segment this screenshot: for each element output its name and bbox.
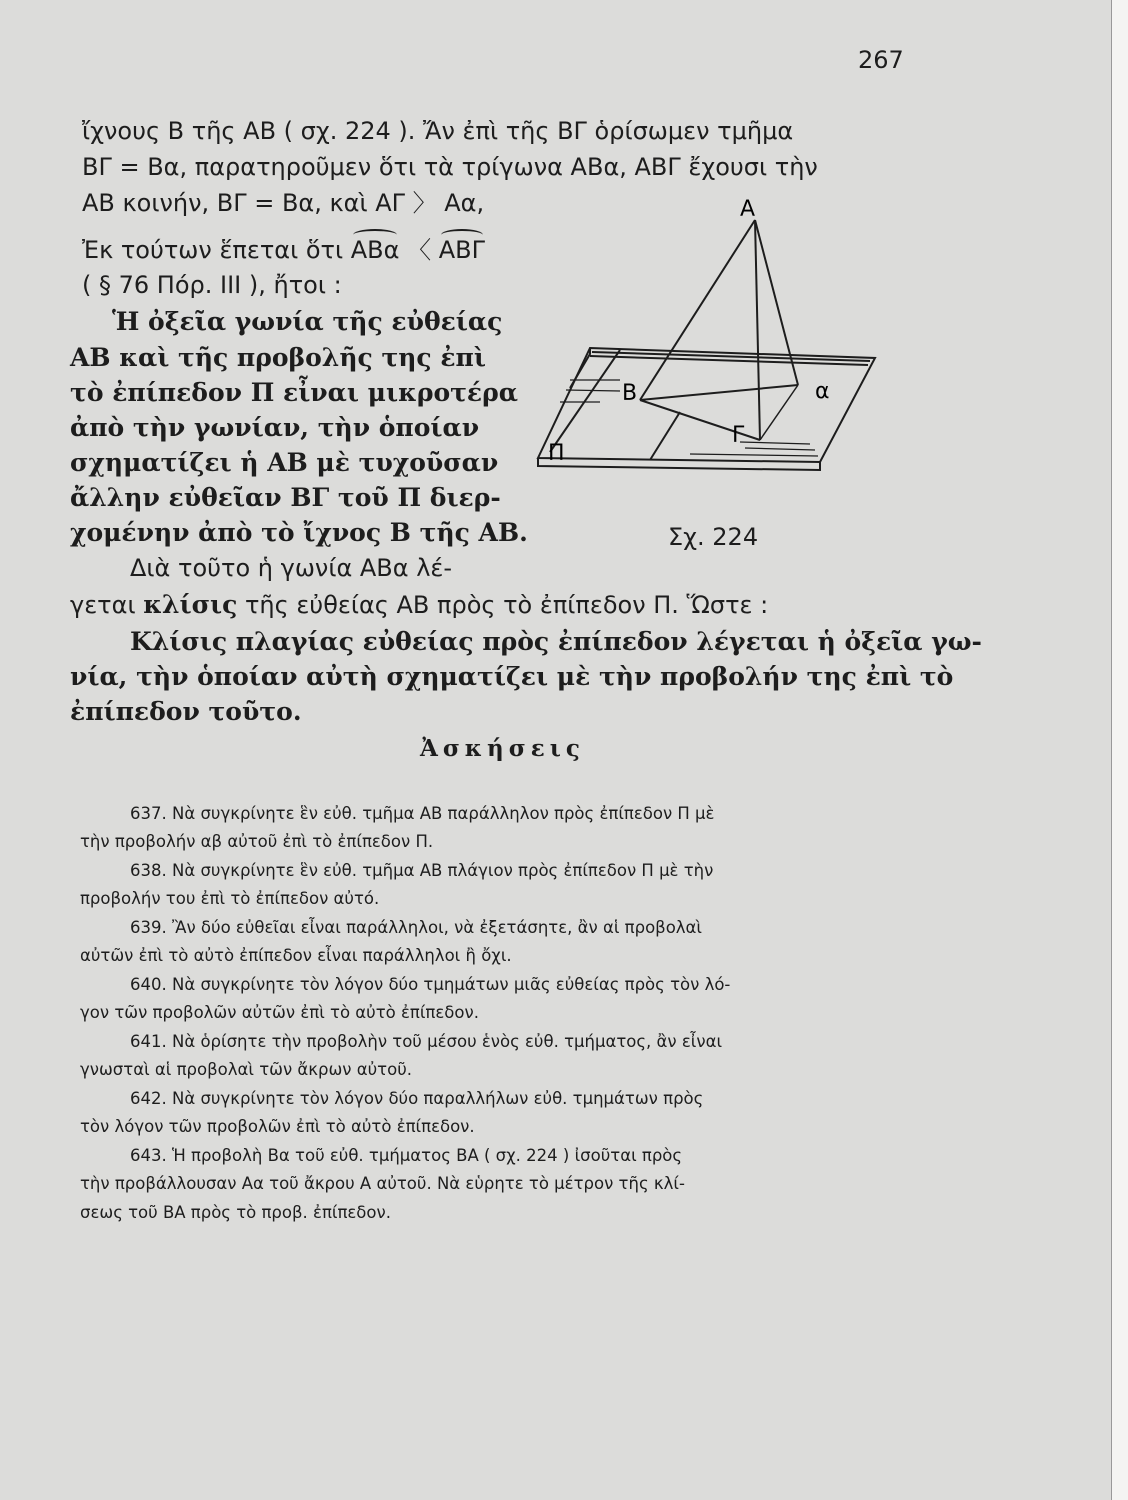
body-line-inclination [70,590,768,620]
exercise-line: αὐτῶν ἐπὶ τὸ αὐτὸ ἐπίπεδον εἶναι παράλληλοι ἢ ὄχι. [80,946,512,965]
exercise-line: σεως τοῦ ΒΑ πρὸς τὸ προβ. ἐπίπεδον. [80,1203,391,1222]
body-line: ἴχνους Β τῆς ΑΒ ( σχ. 224 ). Ἄν ἐπὶ τῆς ΒΓ ὁρίσωμεν τμῆμα [82,117,794,145]
body-line: ΒΓ = Βα, παρατηροῦμεν ὅτι τὰ τρίγωνα ΑΒα, ΑΒΓ ἔχουσι τὴν [82,153,818,181]
label-alpha: α [815,379,830,404]
less-than-sign: 〈 [399,236,439,264]
figure-224 [530,190,910,560]
body-line: Διὰ τοῦτο ἡ γωνία ΑΒα λέ- [130,554,453,582]
line-ab [640,220,755,400]
term-inclination: κλίσις [143,590,238,619]
theorem-line: ἄλλην εὐθεῖαν ΒΓ τοῦ Π διερ- [70,483,501,512]
exercise-line: προβολήν του ἐπὶ τὸ ἐπίπεδον αὐτό. [80,889,380,908]
exercise-line: γνωσταὶ αἱ προβολαὶ τῶν ἄκρων αὐτοῦ. [80,1060,413,1079]
plane-pi [538,348,875,462]
exercise-line: 637. Νὰ συγκρίνητε ἓν εὐθ. τμῆμα ΑΒ παράλληλον πρὸς ἐπίπεδον Π μὲ [130,804,715,823]
body-line-inequality [82,235,485,265]
line-ba [640,385,798,400]
exercise-line: 643. Ἡ προβολὴ Βα τοῦ εὐθ. τμήματος ΒΑ ( σχ. 224 ) ἰσοῦται πρὸς [130,1146,683,1165]
exercise-line: γον τῶν προβολῶν αὐτῶν ἐπὶ τὸ αὐτὸ ἐπίπεδον. [80,1003,479,1022]
exercise-line: τὴν προβάλλουσαν Αα τοῦ ἄκρου Α αὐτοῦ. Νὰ εὑρητε τὸ μέτρον τῆς κλί- [80,1174,685,1193]
body-line: ΑΒ κοινήν, ΒΓ = Βα, καὶ ΑΓ 〉 Αα, [82,189,485,217]
exercise-line: 640. Νὰ συγκρίνητε τὸν λόγον δύο τμημάτων μιᾶς εὐθείας πρὸς τὸν λό- [130,975,731,994]
exercise-line: 639. Ἂν δύο εὐθεῖαι εἶναι παράλληλοι, νὰ ἐξετάσητε, ἂν αἱ προβολαὶ [130,918,703,937]
label-b: Β [622,381,638,406]
body-line: ( § 76 Πόρ. ΙΙΙ ), ἤτοι : [82,271,342,299]
theorem-line: σχηματίζει ἡ ΑΒ μὲ τυχοῦσαν [70,448,499,477]
exercise-line: 642. Νὰ συγκρίνητε τὸν λόγον δύο παραλλήλων εὐθ. τμημάτων πρὸς [130,1089,704,1108]
exercises-heading: Ἀσκήσεις [420,735,585,762]
exercise-line: 641. Νὰ ὁρίσητε τὴν προβολὴν τοῦ μέσου ἑνὸς εὐθ. τμήματος, ἂν εἶναι [130,1032,723,1051]
page-number: 267 [858,46,904,74]
definition-line: Κλίσις πλαγίας εὐθείας πρὸς ἐπίπεδον λέγεται ἡ ὀξεῖα γω- [130,627,982,656]
label-gamma: Γ [732,423,745,448]
exercise-line: τὸν λόγον τῶν προβολῶν ἐπὶ τὸ αὐτὸ ἐπίπεδον. [80,1117,475,1136]
figure-caption: Σχ. 224 [668,523,759,551]
line-ag [755,220,760,440]
theorem-line: χομένην ἀπὸ τὸ ἴχνος Β τῆς ΑΒ. [70,518,528,547]
label-pi: Π [548,441,565,466]
body-text: τῆς εὐθείας ΑΒ πρὸς τὸ ἐπίπεδον Π. Ὥστε : [237,591,769,619]
definition-line: νία, τὴν ὁποίαν αὐτὴ σχηματίζει μὲ τὴν προβολήν της ἐπὶ τὸ [70,662,954,691]
definition-line: ἐπίπεδον τοῦτο. [70,697,302,726]
theorem-line: Ἡ ὀξεῖα γωνία τῆς εὐθείας [112,307,503,336]
theorem-line: ἀπὸ τὴν γωνίαν, τὴν ὁποίαν [70,413,480,442]
page-edge [1111,0,1128,1500]
label-a: Α [739,197,755,222]
theorem-line: τὸ ἐπίπεδον Π εἶναι μικροτέρα [70,378,518,407]
angle-aba: ΑΒα [350,236,400,264]
angle-abg: ΑΒΓ [438,236,485,264]
body-text: γεται [70,591,144,619]
body-text: Ἐκ τούτων ἕπεται ὅτι [82,236,351,264]
line-aa [755,220,798,385]
exercise-line: 638. Νὰ συγκρίνητε ἓν εὐθ. τμῆμα ΑΒ πλάγιον πρὸς ἐπίπεδον Π μὲ τὴν [130,861,714,880]
theorem-line: ΑΒ καὶ τῆς προβολῆς της ἐπὶ [70,343,486,372]
exercise-line: τὴν προβολήν αβ αὐτοῦ ἐπὶ τὸ ἐπίπεδον Π. [80,832,434,851]
